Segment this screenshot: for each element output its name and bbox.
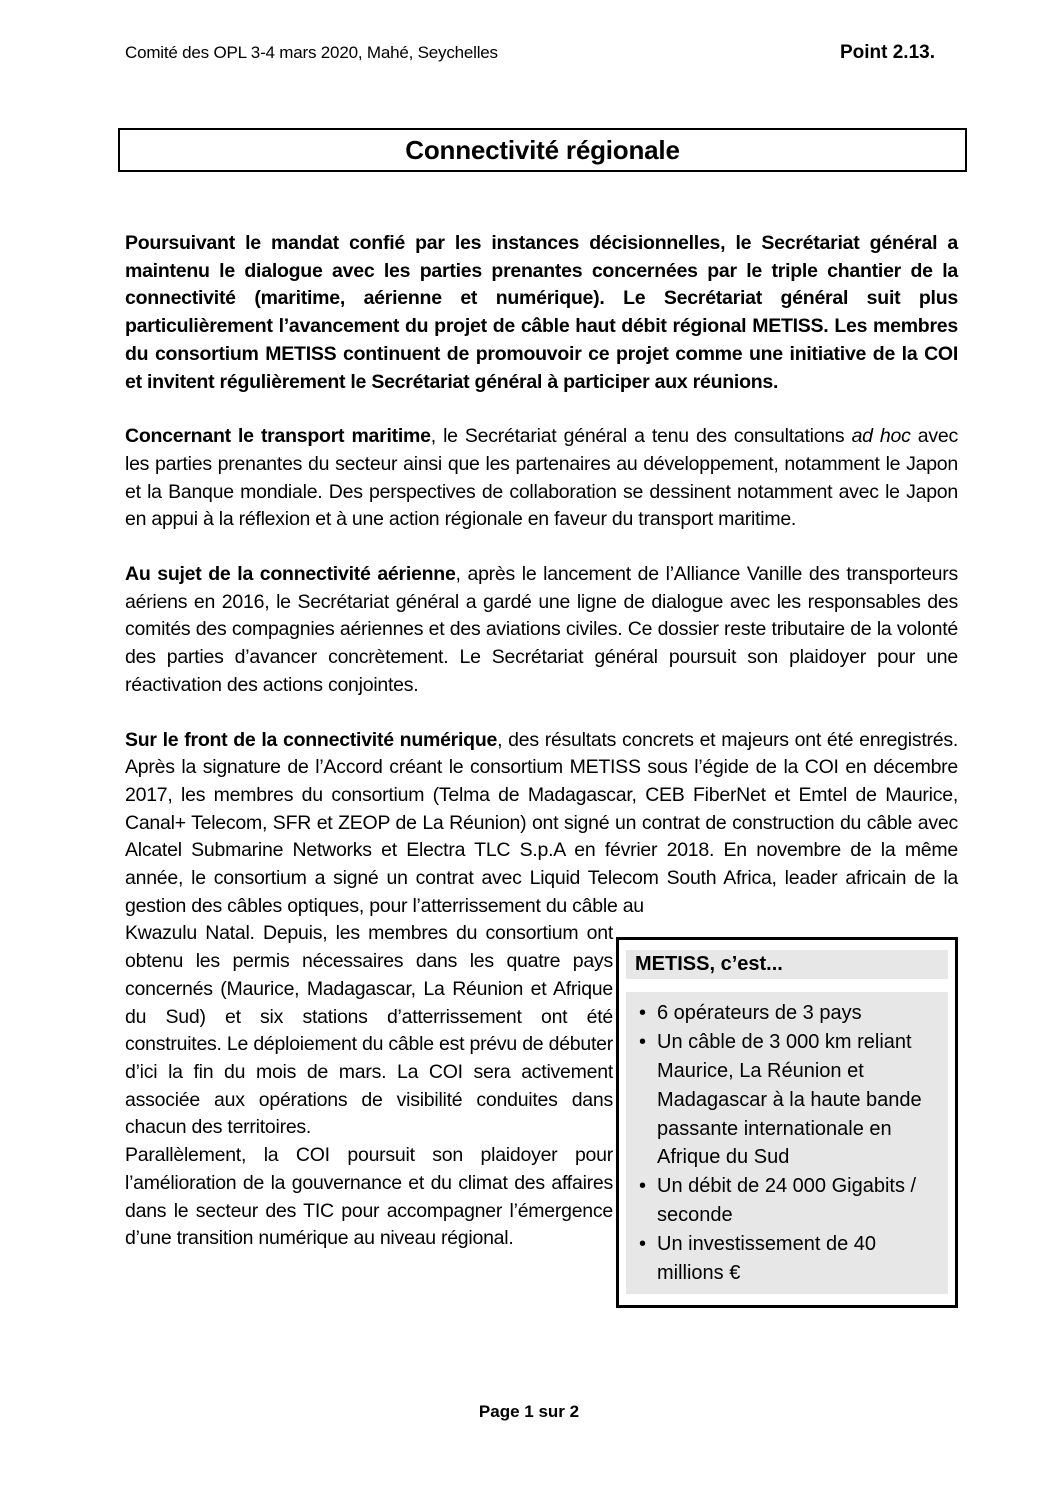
- paragraph-numerique-rest: , des résultats concrets et majeurs ont été enregistrés. Après la signature de l’Accord créant le consortium METISS sous l’égide de la COI en décembre 2017, les membres du consortium (Telma de Madagascar, CEB FiberNet et Emtel de Maurice, Canal+ Telecom, SFR et ZEOP de La Réunion) ont signé un contrat de construction du câble avec Alcatel Submarine Networks et Electra TLC S.p.A en février 2018. En novembre de la même année, le consortium a signé un contrat avec Liquid Telecom South Africa, leader africain de la gestion des câbles optiques, pour l’atterrissement du câble au: [125, 728, 959, 917]
- text-and-sidebar-row: [125, 920, 958, 1308]
- paragraph-numerique-continuation: Kwazulu Natal. Depuis, les membres du consortium ont obtenu les permis nécessaires dans les quatre pays concernés (Maurice, Madagascar, La Réunion et Afrique du Sud) et six stations d’atterrissement ont été construites. Le déploiement du câble est prévu de débuter d’ici la fin du mois de mars. La COI sera activement associée aux opérations de visibilité conduites dans chacun des territoires.: [125, 922, 613, 1139]
- paragraph-numerique: [125, 727, 958, 921]
- narrow-text-column: [125, 920, 613, 1252]
- page-number: Page 1 sur 2: [478, 1402, 580, 1421]
- paragraph-intro: Poursuivant le mandat confié par les instances décisionnelles, le Secrétariat général a maintenu le dialogue avec les parties prenantes concernées par le triple chantier de la connectivité (maritime, aérienne et numérique). Le Secrétariat général suit plus particulièrement l’avancement du projet de câble haut débit régional METISS. Les membres du consortium METISS continuent de promouvoir ce projet comme une initiative de la COI et invitent régulièrement le Secrétariat général à participer aux réunions.: [125, 232, 958, 393]
- document-title: Connectivité régionale: [405, 134, 680, 165]
- metiss-bullet-debit: • Un débit de 24 000 Gigabits / seconde: [634, 1172, 942, 1230]
- metiss-info-box: [616, 937, 958, 1308]
- page-header: [125, 42, 935, 64]
- paragraph-aerienne-lead: Au sujet de la connectivité aérienne: [125, 563, 456, 586]
- paragraph-maritime-adhoc: ad hoc: [851, 425, 911, 448]
- paragraph-parallelement: Parallèlement, la COI poursuit son plaidoyer pour l’amélioration de la gouvernance et du climat des affaires dans le secteur des TIC pour accompagner l’émergence d’une transition numérique au niveau régional.: [125, 1144, 613, 1250]
- header-meeting-info: Comité des OPL 3-4 mars 2020, Mahé, Seychelles: [125, 43, 498, 62]
- paragraph-maritime: [125, 423, 958, 534]
- paragraph-maritime-rest: avec les parties prenantes du secteur ainsi que les partenaires au développement, notamment le Japon et la Banque mondiale. Des perspectives de collaboration se dessinent notamment avec le Japon en appui à la réflexion et à une action régionale en faveur du transport maritime.: [125, 425, 958, 531]
- paragraph-maritime-lead: Concernant le transport maritime: [125, 425, 431, 448]
- page-footer: [0, 1402, 1058, 1422]
- paragraph-aerienne: [125, 561, 958, 700]
- paragraph-aerienne-rest: , après le lancement de l’Alliance Vanille des transporteurs aériens en 2016, le Secrétariat général a gardé une ligne de dialogue avec les responsables des comités des compagnies aériennes et des aviations civiles. Ce dossier reste tributaire de la volonté des parties d’avancer concrètement. Le Secrétariat général poursuit son plaidoyer pour une réactivation des actions conjointes.: [125, 563, 958, 696]
- metiss-bullet-investissement: • Un investissement de 40 millions €: [634, 1230, 942, 1288]
- header-agenda-point: Point 2.13.: [839, 42, 935, 63]
- document-body: [125, 230, 958, 1308]
- metiss-bullet-list: [626, 992, 948, 1294]
- paragraph-numerique-lead: Sur le front de la connectivité numérique: [125, 728, 498, 751]
- title-box: [118, 128, 967, 172]
- paragraph-maritime-text: , le Secrétariat général a tenu des consultations: [430, 425, 852, 448]
- metiss-bullet-cable: • Un câble de 3 000 km reliant Maurice, La Réunion et Madagascar à la haute bande passante internationale en Afrique du Sud: [634, 1028, 942, 1172]
- metiss-box-title: METISS, c’est...: [626, 950, 948, 979]
- metiss-bullet-operators: • 6 opérateurs de 3 pays: [634, 999, 942, 1028]
